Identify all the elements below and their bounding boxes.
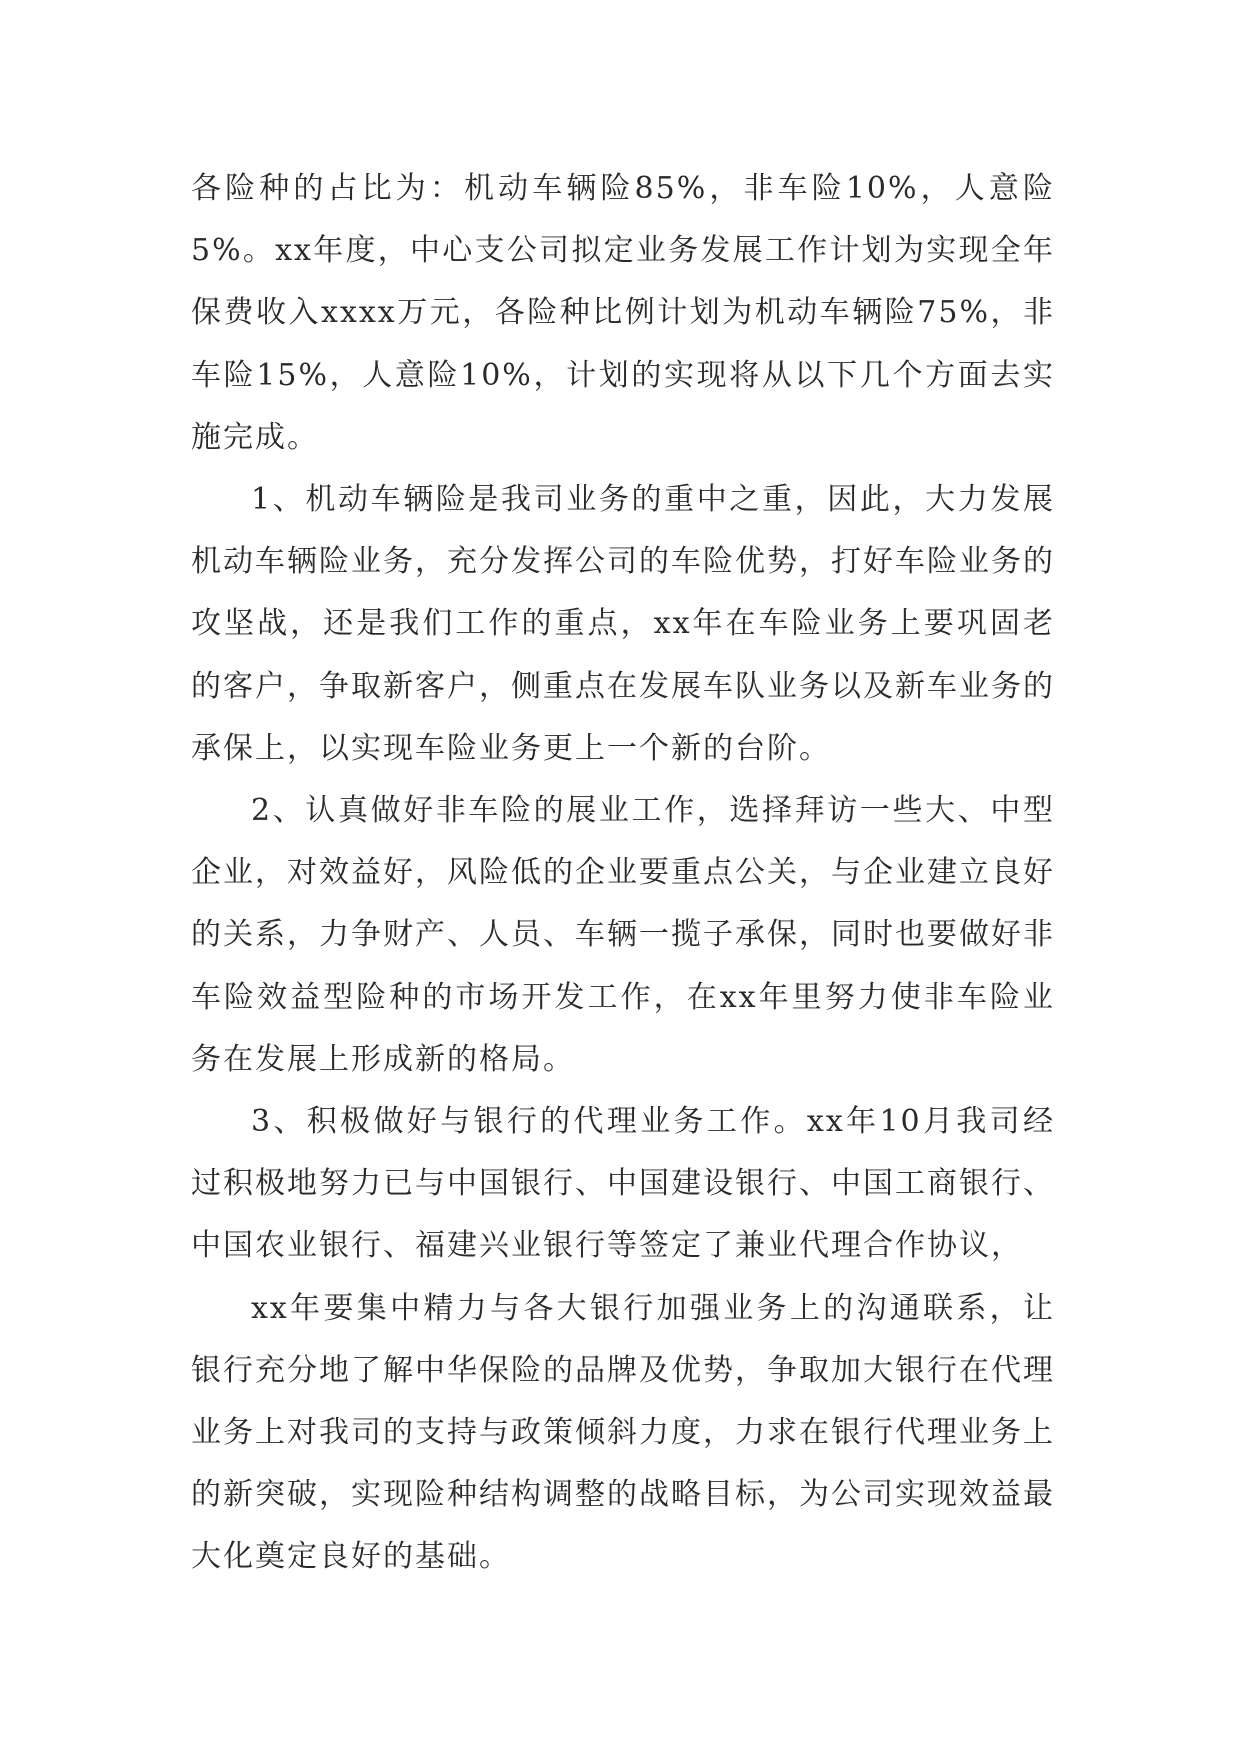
paragraph-item-2-non-motor: 2、认真做好非车险的展业工作，选择拜访一些大、中型企业，对效益好，风险低的企业要重点公关，与企业建立良好的关系，力争财产、人员、车辆一揽子承保，同时也要做好非车险效益型险种的市场开发工作，在xx年里努力使非车险业务在发展上形成新的格局。 [191,793,1055,1077]
paragraph-item-3-bank-agency: 3、积极做好与银行的代理业务工作。xx年10月我司经过积极地努力已与中国银行、中国建设银行、中国工商银行、中国农业银行、福建兴业银行等签定了兼业代理合作协议， [191,1104,1055,1264]
paragraph-bank-cooperation: xx年要集中精力与各大银行加强业务上的沟通联系，让银行充分地了解中华保险的品牌及优势，争取加大银行在代理业务上对我司的支持与政策倾斜力度，力求在银行代理业务上的新突破，实现险种结构调整的战略目标，为公司实现效益最大化奠定良好的基础。 [191,1290,1055,1575]
paragraph-item-1-motor-insurance: 1、机动车辆险是我司业务的重中之重，因此，大力发展机动车辆险业务，充分发挥公司的车险优势，打好车险业务的攻坚战，还是我们工作的重点，xx年在车险业务上要巩固老的客户，争取新客户，侧重点在发展车队业务以及新车业务的承保上，以实现车险业务更上一个新的台阶。 [191,482,1055,766]
paragraph-allocation-plan: 各险种的占比为：机动车辆险85%，非车险10%，人意险5%。xx年度，中心支公司拟定业务发展工作计划为实现全年保费收入xxxx万元，各险种比例计划为机动车辆险75%，非车险15%，人意险10%，计划的实现将从以下几个方面去实施完成。 [191,171,1055,455]
document-body [191,158,1055,1589]
